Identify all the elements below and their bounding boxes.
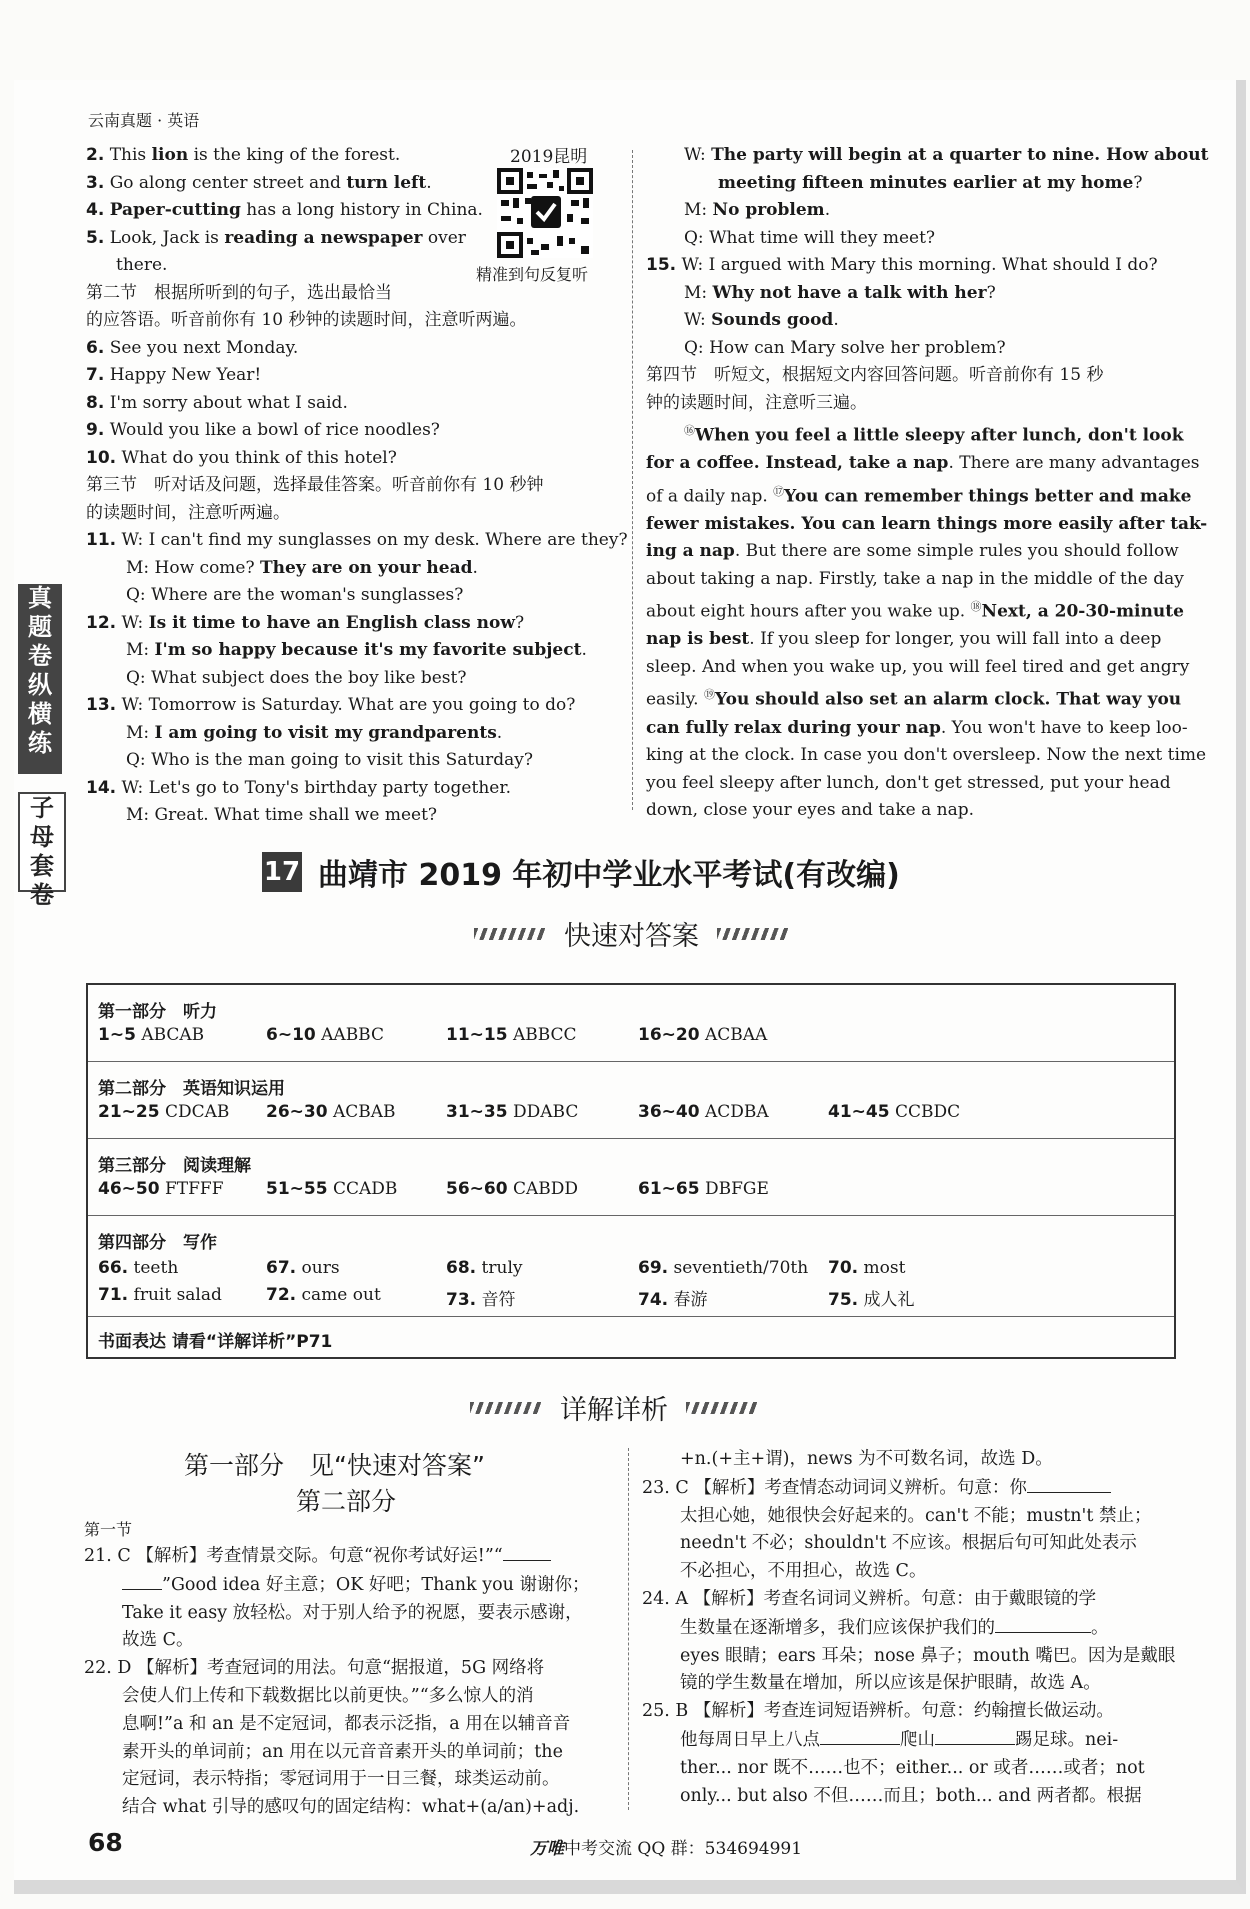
- answer-item: 51~55 CCADB: [266, 1179, 398, 1199]
- answer-item: 6~10 AABBC: [266, 1025, 385, 1045]
- exp23-l3: needn't 不必；shouldn't 不应该。根据后句可知此处表示: [680, 1533, 1137, 1554]
- q10-line: 10. What do you think of this hotel?: [86, 447, 397, 468]
- exp22-l5: 定冠词，表示特指；零冠词用于一日三餐，球类运动前。: [122, 1769, 560, 1790]
- passage-line-12: king at the clock. In case you don't oversleep. Now the next time: [646, 745, 1207, 766]
- listening-left-column: [86, 142, 626, 830]
- page-number: 68: [88, 1828, 123, 1857]
- q7-line: 7. Happy New Year!: [86, 365, 262, 385]
- answer-item: 69. seventieth/70th: [638, 1258, 809, 1278]
- answer-part-3-head: 第三部分 阅读理解: [98, 1156, 251, 1176]
- essay-reference: 书面表达 请看“详解详析”P71: [98, 1332, 333, 1352]
- passage-line-11: can fully relax during your nap. You won't have to keep loo-: [646, 717, 1188, 738]
- answer-item: 36~40 ACDBA: [638, 1102, 769, 1122]
- q12-q: Q: What subject does the boy like best?: [126, 667, 467, 688]
- exp24-l4: 镜的学生数量在增加，所以应该是保护眼睛，故选 A。: [680, 1673, 1101, 1694]
- exam-section-title: [262, 850, 900, 894]
- exp21-l1: 21. C 【解析】考查情景交际。句意“祝你考试好运!”“: [84, 1542, 624, 1571]
- answer-item: 73. 音符: [446, 1290, 516, 1310]
- quick-answer-table: [86, 983, 1176, 1359]
- passage-line-13: you feel sleepy after lunch, don't get stressed, put your head: [646, 772, 1171, 793]
- answer-item: 75. 成人礼: [828, 1290, 915, 1310]
- q14-w: 14. W: Let's go to Tony's birthday party together.: [86, 777, 511, 798]
- exp22-l6: 结合 what 引导的感叹句的固定结构：what+(a/an)+adj.: [122, 1797, 580, 1818]
- exp22-cont: +n.(+主+谓)，news 为不可数名词，故选 D。: [680, 1449, 1053, 1469]
- column-divider: [632, 150, 633, 810]
- q12-w: 12. W: Is it time to have an English class now?: [86, 612, 525, 633]
- answer-item: 21~25 CDCAB: [98, 1102, 230, 1122]
- exp24-l1: 24. A 【解析】考查名词词义辨析。句意：由于戴眼镜的学: [642, 1588, 1097, 1609]
- section3-instruction-b: 的读题时间，注意听两遍。: [86, 502, 290, 523]
- answer-item: 66. teeth: [98, 1258, 179, 1278]
- explanations-left: [84, 1542, 624, 1822]
- quick-answers-title: [456, 914, 807, 953]
- q8-line: 8. I'm sorry about what I said.: [86, 392, 348, 413]
- q9-line: 9. Would you like a bowl of rice noodles?: [86, 420, 440, 440]
- exp25-l1: 25. B 【解析】考查连词短语辨析。句意：约翰擅长做运动。: [642, 1701, 1114, 1722]
- q12-m: M: I'm so happy because it's my favorite subject.: [126, 640, 587, 660]
- answer-item: 26~30 ACBAB: [266, 1102, 396, 1122]
- q14-w2: W: The party will begin at a quarter to nine. How about: [684, 145, 1209, 165]
- answer-item: 31~35 DDABC: [446, 1102, 579, 1122]
- passage-line-2: for a coffee. Instead, take a nap. There are many advantages: [646, 453, 1200, 474]
- exp21-l2: ”Good idea 好主意；OK 好吧；Thank you 谢谢你；: [84, 1571, 624, 1600]
- q14-m: M: Great. What time shall we meet?: [126, 805, 438, 825]
- passage-line-6: about taking a nap. Firstly, take a nap in the middle of the day: [646, 568, 1184, 589]
- section-number-badge: 17: [262, 852, 302, 892]
- answer-item: 41~45 CCBDC: [828, 1102, 961, 1122]
- exp22-l3: 息啊!”a 和 an 是不定冠词，都表示泛指，a 用在以辅音音: [122, 1713, 571, 1734]
- q2-line: 2. This lion is the king of the forest.: [86, 145, 401, 165]
- answer-item: 16~20 ACBAA: [638, 1025, 768, 1045]
- exp24-l3: eyes 眼睛；ears 耳朵；nose 鼻子；mouth 嘴巴。因为是戴眼: [680, 1645, 1176, 1666]
- exp23-l2: 太担心她，她很快会好起来的。can't 不能；mustn't 禁止；: [680, 1505, 1152, 1526]
- answer-part-1-head: 第一部分 听力: [98, 1002, 217, 1022]
- q4-line: 4. Paper-cutting has a long history in China.: [86, 200, 483, 220]
- answer-part-3: [88, 1139, 1174, 1216]
- answer-item: 72. came out: [266, 1285, 381, 1305]
- explanations-right: [642, 1446, 1182, 1810]
- exp22-l1: 22. D 【解析】考查冠词的用法。句意“据报道，5G 网络将: [84, 1658, 545, 1679]
- decor-stripes-left: [470, 1402, 542, 1414]
- exp22-l4: 素开头的单词前；an 用在以元音音素开头的单词前；the: [122, 1741, 563, 1762]
- answer-item: 71. fruit salad: [98, 1285, 222, 1305]
- exp23-l1: 23. C 【解析】考查情态动词词义辨析。句意：你: [642, 1474, 1182, 1503]
- q11-q: Q: Where are the woman's sunglasses?: [126, 585, 464, 605]
- listening-right-column: [646, 142, 1209, 825]
- exp22-l2: 会使人们上传和下载数据比以前更快。”“多么惊人的消: [122, 1685, 534, 1706]
- blank: [503, 1542, 551, 1561]
- q13-m: M: I am going to visit my grandparents.: [126, 722, 503, 743]
- passage-line-3: of a daily nap. ⑰You can remember things better and make: [646, 484, 1192, 507]
- part2-heading: 第二部分: [296, 1487, 397, 1516]
- answer-item: 1~5 ABCAB: [98, 1025, 205, 1045]
- blank: [935, 1726, 1015, 1745]
- footer-qq-group: 中考交流 QQ 群：534694991: [564, 1839, 803, 1859]
- answer-part-2: [88, 1062, 1174, 1139]
- q13-q: Q: Who is the man going to visit this Saturday?: [126, 750, 534, 770]
- answer-item: 67. ours: [266, 1258, 340, 1278]
- blank: [122, 1571, 162, 1590]
- answer-item: 61~65 DBFGE: [638, 1179, 769, 1199]
- q3-line: 3. Go along center street and turn left.: [86, 172, 432, 193]
- footer-text: [530, 1834, 802, 1859]
- detailed-analysis-title-text: 详解详析: [560, 1395, 668, 1426]
- section4-instruction-a: 第四节 听短文，根据短文内容回答问题。听音前你有 15 秒: [646, 365, 1104, 385]
- answer-part-2-head: 第二部分 英语知识运用: [98, 1079, 285, 1099]
- passage-line-7: about eight hours after you wake up. ⑱Next, a 20-30-minute: [646, 600, 1184, 622]
- answer-item: 70. most: [828, 1258, 906, 1278]
- decor-stripes-right: [686, 1402, 758, 1414]
- answer-part-1: [88, 985, 1174, 1062]
- passage-line-5: ing a nap. But there are some simple rules you should follow: [646, 541, 1179, 562]
- blank: [1027, 1474, 1111, 1493]
- running-header: 云南真题 · 英语: [88, 111, 200, 130]
- answer-item: 68. truly: [446, 1258, 523, 1278]
- decor-stripes-right: [717, 928, 789, 940]
- q11-m: M: How come? They are on your head.: [126, 557, 478, 578]
- q15-m: M: Why not have a talk with her?: [684, 282, 996, 303]
- q15-q: Q: How can Mary solve her problem?: [684, 337, 1006, 358]
- exam-title-text: 曲靖市 2019 年初中学业水平考试(有改编): [318, 858, 900, 893]
- answer-part-4: [88, 1216, 1174, 1317]
- blank: [820, 1726, 900, 1745]
- q5-line-cont: there.: [116, 255, 168, 275]
- section2-instruction-b: 的应答语。听音前你有 10 秒钟的读题时间，注意听两遍。: [86, 310, 527, 330]
- section1-heading: 第一节: [84, 1520, 133, 1539]
- section2-instruction-a: 第二节 根据所听到的句子，选出最恰当: [86, 282, 392, 303]
- section4-instruction-b: 钟的读题时间，注意听三遍。: [646, 392, 867, 413]
- q14-q: Q: What time will they meet?: [684, 227, 936, 248]
- passage-line-1: ⑯When you feel a little sleepy after lunch, don't look: [684, 424, 1184, 446]
- q13-w: 13. W: Tomorrow is Saturday. What are you going to do?: [86, 695, 576, 715]
- exp23-l4: 不必担心，不用担心，故选 C。: [680, 1561, 927, 1582]
- decor-stripes-left: [474, 928, 546, 940]
- qr-caption-bottom: 精准到句反复听: [476, 265, 589, 284]
- qr-caption-top: 2019昆明: [510, 147, 588, 167]
- answer-item: 46~50 FTFFF: [98, 1179, 224, 1199]
- passage-line-4: fewer mistakes. You can learn things more easily after tak-: [646, 513, 1208, 534]
- passage-line-8: nap is best. If you sleep for longer, you will fall into a deep: [646, 629, 1162, 650]
- answer-item: 74. 春游: [638, 1290, 708, 1310]
- part1-heading: 第一部分 见“快速对答案”: [184, 1451, 485, 1480]
- exp25-l3: ther... nor 既不……也不；either... or 或者……或者；not: [680, 1757, 1145, 1778]
- detailed-analysis-title: [452, 1388, 776, 1427]
- side-tab-subset: 子母套卷: [18, 792, 66, 892]
- q14-m2: M: No problem.: [684, 200, 831, 220]
- q11-w: 11. W: I can't find my sunglasses on my desk. Where are they?: [86, 530, 628, 550]
- exp24-l2: 生数量在逐渐增多，我们应该保护我们的 。: [642, 1614, 1182, 1643]
- exp25-l2: 他每周日早上八点 爬山 踢足球。nei-: [642, 1726, 1182, 1755]
- answer-item: 11~15 ABBCC: [446, 1025, 577, 1045]
- column-divider-lower: [628, 1448, 629, 1810]
- q15-w2: W: Sounds good.: [684, 310, 839, 330]
- exp25-l4: only... but also 不但……而且；both... and 两者都。根据: [680, 1785, 1142, 1806]
- blank: [995, 1614, 1091, 1633]
- exp21-l4: 故选 C。: [122, 1630, 194, 1651]
- section3-instruction-a: 第三节 听对话及问题，选择最佳答案。听音前你有 10 秒钟: [86, 475, 544, 495]
- q6-line: 6. See you next Monday.: [86, 337, 299, 358]
- quick-answers-title-text: 快速对答案: [564, 921, 699, 952]
- q5-line: 5. Look, Jack is reading a newspaper over: [86, 227, 466, 248]
- q15-w: 15. W: I argued with Mary this morning. What should I do?: [646, 255, 1158, 275]
- q14-w2-cont: meeting fifteen minutes earlier at my home?: [718, 172, 1143, 193]
- brand-logo: 万唯: [530, 1839, 564, 1859]
- passage-line-14: down, close your eyes and take a nap.: [646, 800, 974, 821]
- passage-line-9: sleep. And when you wake up, you will feel tired and get angry: [646, 656, 1190, 677]
- exp21-l3: Take it easy 放轻松。对于别人给予的祝愿，要表示感谢，: [122, 1602, 583, 1623]
- passage-line-10: easily. ⑲You should also set an alarm clock. That way you: [646, 688, 1182, 711]
- answer-item: 56~60 CABDD: [446, 1179, 579, 1199]
- side-tab-series: 真题卷纵横练: [18, 584, 62, 774]
- answer-part-4-head: 第四部分 写作: [98, 1233, 217, 1253]
